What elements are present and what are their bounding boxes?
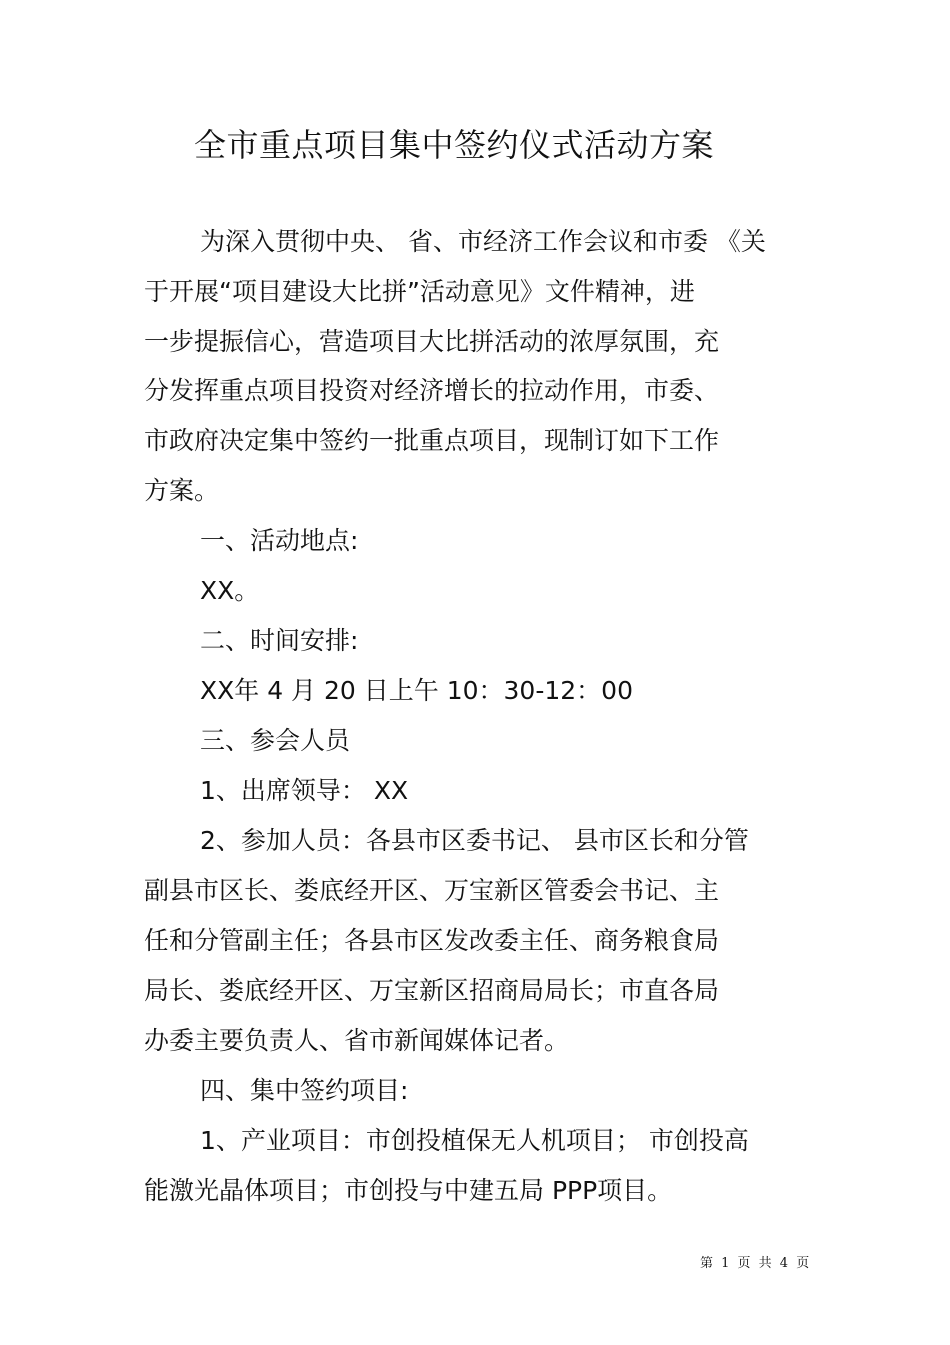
paragraph-line: 办委主要负责人、省市新闻媒体记者。 [144,1026,570,1055]
paragraph-line: 一步提振信心，营造项目大比拼活动的浓厚氛围，充 [144,327,720,356]
section-heading: 三、参会人员 [200,726,351,755]
paragraph-line: 任和分管副主任；各县市区发改委主任、商务粮食局 [144,926,720,955]
section-heading: 一、活动地点: [200,526,359,555]
page-number: 第 1 页 共 4 页 [700,1256,810,1271]
document-title: 全市重点项目集中签约仪式活动方案 [194,126,715,164]
paragraph-line: XX。 [200,576,260,605]
list-item: 2、参加人员：各县市区委书记、 县市区长和分管 [200,826,749,855]
section-heading: 二、时间安排: [200,626,359,655]
paragraph-line: 市政府决定集中签约一批重点项目，现制订如下工作 [144,426,720,455]
list-item: 1、产业项目：市创投植保无人机项目； 市创投高 [200,1126,749,1155]
paragraph-line: 副县市区长、娄底经开区、万宝新区管委会书记、主 [144,876,720,905]
paragraph-line: 能激光晶体项目；市创投与中建五局 PPP项目。 [144,1176,673,1205]
paragraph-line: 局长、娄底经开区、万宝新区招商局局长；市直各局 [144,976,720,1005]
section-heading: 四、集中签约项目: [200,1076,409,1105]
paragraph-line: 方案。 [144,476,220,505]
paragraph-line: XX年 4 月 20 日上午 10：30-12：00 [200,676,633,705]
paragraph-line: 分发挥重点项目投资对经济增长的拉动作用，市委、 [144,376,720,405]
list-item: 1、出席领导： XX [200,776,409,805]
paragraph-line: 为深入贯彻中央、 省、市经济工作会议和市委 《关 [200,227,766,256]
paragraph-line: 于开展“项目建设大比拼”活动意见》文件精神，进 [144,277,695,306]
